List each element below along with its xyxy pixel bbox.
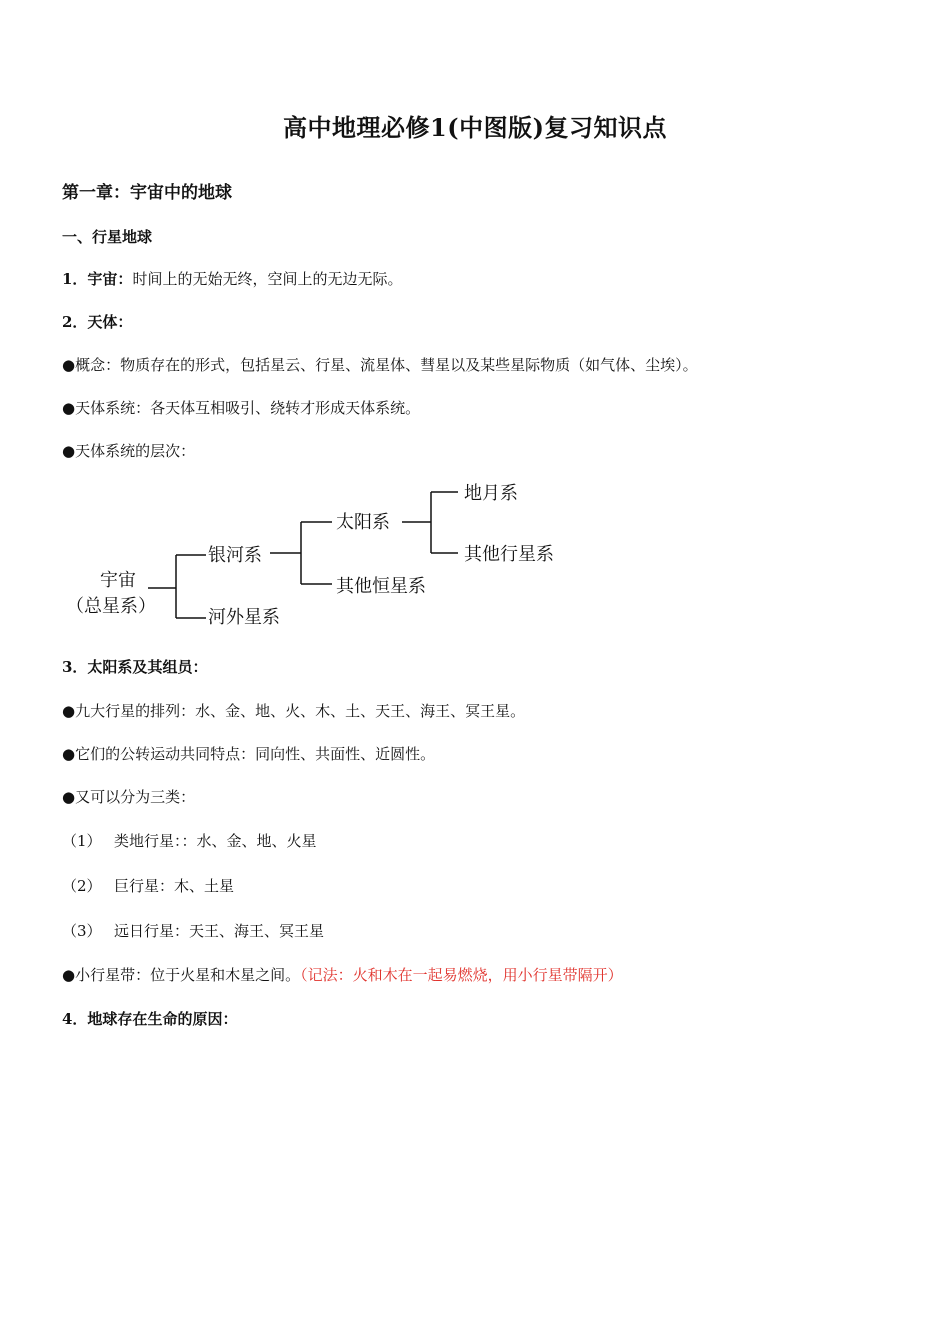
item-celestial-label: 2．天体： (62, 313, 133, 331)
item-life-reasons-label: 4．地球存在生命的原因： (62, 1010, 238, 1028)
item-life-reasons (62, 1008, 237, 1029)
class-item-text: 远日行星：天王、海王、冥王星 (114, 922, 325, 940)
bullet-classes: ●又可以分为三类： (62, 788, 196, 806)
bullet-asteroid-belt (62, 964, 623, 985)
class-item-number: （3） (62, 922, 102, 940)
bullet-orbit-features: ●它们的公转运动共同特点：同向性、共面性、近圆性。 (62, 745, 436, 763)
chapter-heading: 第一章：宇宙中的地球 (62, 183, 232, 203)
section-heading: 一、行星地球 (62, 228, 153, 246)
bullet-planet-order: ●九大行星的排列：水、金、地、火、木、土、天王、海王、冥王星。 (62, 702, 526, 720)
node-universe-alias: （总星系） (66, 596, 156, 617)
class-item-text: 巨行星：木、土星 (114, 877, 235, 895)
item-solar-members (62, 656, 207, 677)
node-earth-moon: 地月系 (464, 483, 518, 504)
hierarchy-diagram (0, 470, 950, 640)
class-item-number: （1） (62, 832, 102, 850)
page-title: 高中地理必修1(中图版)复习知识点 (283, 113, 667, 142)
node-universe: 宇宙 (100, 570, 136, 591)
node-other-star-systems: 其他恒星系 (336, 576, 426, 597)
item-solar-members-label: 3．太阳系及其组员： (62, 658, 208, 676)
class-item (62, 875, 234, 896)
node-galaxy: 银河系 (208, 545, 262, 566)
asteroid-belt-text: ●小行星带：位于火星和木星之间。 (62, 966, 301, 984)
item-celestial (62, 311, 132, 332)
class-item-number: （2） (62, 877, 102, 895)
class-item (62, 830, 317, 851)
bullet-levels: ●天体系统的层次： (62, 442, 196, 460)
item-universe (62, 268, 402, 289)
item-universe-label: 1．宇宙： (62, 270, 133, 288)
class-item-text: 类地行星：：水、金、地、火星 (114, 832, 317, 850)
asteroid-mnemonic: （记法：火和木在一起易燃烧，用小行星带隔开） (300, 966, 623, 984)
node-extragalactic: 河外星系 (208, 607, 280, 628)
class-item (62, 920, 324, 941)
node-solar-system: 太阳系 (336, 512, 390, 533)
node-other-planet-systems: 其他行星系 (464, 544, 554, 565)
diagram-lines (148, 492, 458, 618)
bullet-system: ●天体系统：各天体互相吸引、绕转才形成天体系统。 (62, 399, 421, 417)
item-universe-text: 时间上的无始无终，空间上的无边无际。 (132, 270, 403, 288)
bullet-concept: ●概念：物质存在的形式，包括星云、行星、流星体、彗星以及某些星际物质（如气体、尘埃）。 (62, 356, 698, 374)
